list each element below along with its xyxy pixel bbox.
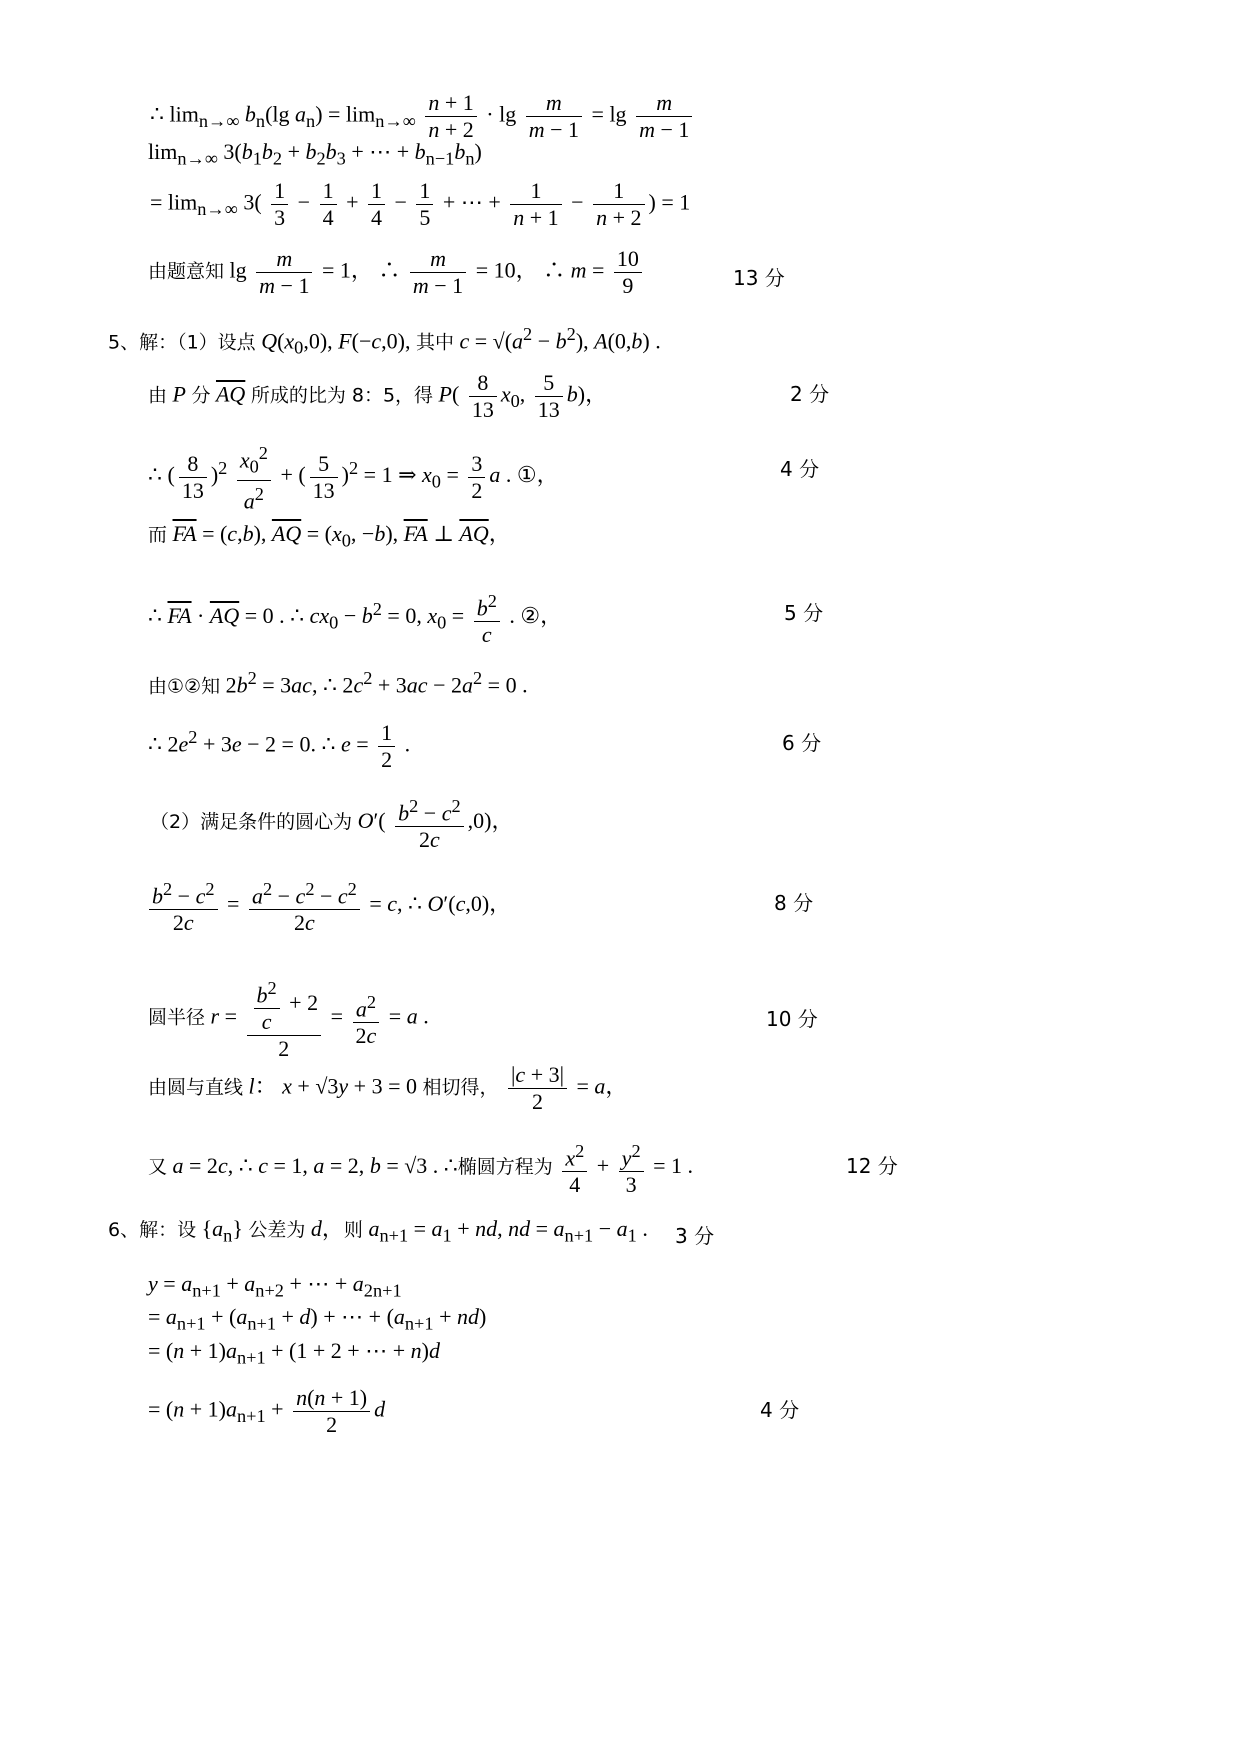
line-point-p: 由 P 分 $\overline{AQ}$ 所成的比为 8：5，得 P( $\frac{8}{13}$ $x_0$, $\frac{5}{13}$ b)， — [148, 370, 608, 422]
line-eq-1: ∴ ( $\frac{8}{13}$ )$^2$ $\frac{x_0^2}{a^2}$ + ( $\frac{5}{13}$ )$^2$ = 1 ⇒ $x_0$ = $\frac{3}{2}$ a . ①， — [148, 440, 559, 514]
line-y-def: $y = a_{n+1} + a_{n+2}$ + ⋯ + $a_{2n+1}$ — [148, 1271, 402, 1301]
line-eccentricity: ∴ $2e^2 + 3e - 2 = 0$. ∴ e = $\frac{1}{2}$ . — [148, 720, 411, 772]
score-4: 4 分 — [780, 457, 820, 481]
line-radius: 圆半径 r = $\frac{b^2}{c}$ + 2 2 = $\frac{a^2}{2c}$ = a . — [148, 975, 429, 1062]
line-vectors: 而 $\overline{FA} = (c,b)$, $\overline{AQ} = (x_0$, −b), $\overline{FA}$ ⊥ $\overline{AQ}$， — [148, 521, 511, 551]
line-ellipse: 又 a = 2c, ∴ c = 1, a = 2, b = √3 . ∴椭圆方程为 $\frac{x^2}{4}$ + $\frac{y^2}{3}$ = 1 . — [148, 1138, 693, 1198]
score-13: 13 分 — [733, 266, 785, 290]
line-part2-center: （2）满足条件的圆心为 O′( $\frac{b^2 - c^2}{2c}$ ,0)， — [150, 793, 513, 853]
line-limit-lg: ∴ $\lim_{n\to\infty} b_n(\lg$ $a_n) = \lim_{n\to\infty}$ $\frac{n + 1}{n + 2}$ · lg $\frac{m}{m - 1}$ = lg $\frac{m}{m - 1}$ — [150, 90, 696, 143]
score-3: 3 分 — [675, 1224, 715, 1248]
line-eq-2: ∴ $\overline{FA} \cdot \overline{AQ} = 0$ . ∴ $cx_0 - b^2 = 0$, $x_0$ = $\frac{b^2}{c}$ . ②， — [148, 588, 562, 648]
score-8: 8 分 — [774, 891, 814, 915]
line-combine: 由①②知 $2b^2 = 3ac$, ∴ $2c^2 + 3ac - 2a^2 = 0$ . — [148, 668, 528, 698]
line-y-result: = $(n + 1)a_{n+1}$ + $\frac{n(n + 1)}{2}$ d — [148, 1385, 386, 1437]
score-5: 5 分 — [784, 601, 824, 625]
line-text-store — [0, 0, 1, 1]
line-center-simplify: $\frac{b^2 - c^2}{2c}$ = $\frac{a^2 - c^2 - c^2}{2c}$ = c, ∴ O′(c,0)， — [145, 876, 511, 936]
score-4-b: 4 分 — [760, 1398, 800, 1422]
score-10: 10 分 — [766, 1007, 818, 1031]
problem-6-header: 6、解：设 $\{a_n\}$ 公差为 d，则 $a_{n+1} = a_1$ + nd, nd = $a_{n+1} - a_1$ . — [108, 1216, 648, 1246]
problem-5-header: 5、解：（1）设点 $Q(x_0,0)$, F(−c,0), 其中 $c = √(a^2 - b^2)$, A(0,b) . — [108, 324, 661, 358]
line-limit-sum: $\lim_{n\to\infty} 3(b_1b_2 + b_2b_3$ + ⋯ + $b_{n-1}b_n$) — [148, 139, 482, 169]
score-2: 2 分 — [790, 382, 830, 406]
line-tangent: 由圆与直线 l： x + √3y + 3 = 0 相切得， $\frac{|c + 3|}{2}$ = a， — [148, 1062, 628, 1114]
line-find-m: 由题意知 lg $\frac{m}{m - 1}$ = 1， ∴ $\frac{m}{m - 1}$ = 10， ∴ m = $\frac{10}{9}$ — [148, 246, 646, 299]
line-y-expand: = $a_{n+1} + (a_{n+1} + d)$ + ⋯ + $(a_{n+1} + nd)$ — [148, 1304, 487, 1334]
line-y-group: = $(n + 1)a_{n+1} + (1 + 2$ + ⋯ + n)d — [148, 1338, 440, 1368]
line-limit-telescoping: = $\lim_{n\to\infty} 3$( $\frac{1}{3}$ − $\frac{1}{4}$ + $\frac{1}{4}$ − $\frac{1}{5}$ + ⋯ + $\frac{1}{n + 1}$ − $\frac{1}{n + 2}$ ) = 1 — [150, 178, 691, 230]
score-6: 6 分 — [782, 731, 822, 755]
score-12: 12 分 — [846, 1154, 898, 1178]
